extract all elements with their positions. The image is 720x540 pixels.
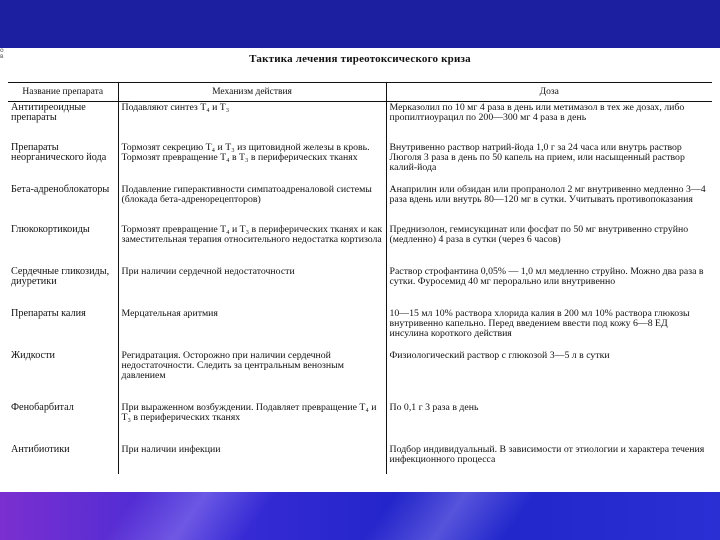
- decorative-streak: [103, 492, 277, 540]
- dose-cell: Анаприлин или обзидан или пропранолол 2 мг внутривенно медленно 3—4 раза вдень или внутрь 80—120 мг в сутки. Учитывать противопоказания: [386, 184, 712, 224]
- dose-cell: Преднизолон, гемисукцинат или фосфат по 50 мг внутривенно струйно (медленно) 4 раза в сутки (через 6 часов): [386, 224, 712, 266]
- dose-cell: Физиологический раствор с глюкозой 3—5 л в сутки: [386, 350, 712, 402]
- table-row: [8, 308, 712, 350]
- drug-name-cell: Жидкости: [11, 349, 55, 361]
- table-row: [8, 266, 712, 308]
- column-header-name: Название препарата: [8, 83, 118, 102]
- mechanism-cell: При наличии сердечной недостаточности: [118, 266, 386, 308]
- column-header-mechanism: Механизм действия: [118, 83, 386, 102]
- table-row: [8, 184, 712, 224]
- mechanism-cell: Тормозят превращение T₄ и T₃ в периферических тканях и как заместительная терапия относительного недостатка кортизола: [118, 224, 386, 266]
- decorative-streak: [363, 492, 537, 540]
- drug-name-cell: Глюкокортикоиды: [11, 223, 90, 235]
- mechanism-cell: Тормозят секрецию T₄ и T₃ из щитовидной железы в кровь. Тормозят превращение T₄ в T₃ в периферических тканях: [118, 142, 386, 184]
- drug-name-cell: Антитиреоидные препараты: [11, 102, 86, 124]
- table-row: [8, 444, 712, 474]
- dose-cell: Подбор индивидуальный. В зависимости от этиологии и характера течения инфекционного процесса: [386, 444, 712, 474]
- drug-name-cell: Препараты неорганического йода: [11, 141, 107, 163]
- column-header-dose: Доза: [386, 83, 712, 102]
- drug-name-cell: Фенобарбитал: [11, 401, 74, 413]
- table-row: [8, 350, 712, 402]
- table-row: [8, 142, 712, 184]
- table-row: [8, 224, 712, 266]
- table-row: [8, 402, 712, 444]
- mechanism-cell: Подавление гиперактивности симпатоадреналовой системы (блокада бета-адренорецепторов): [118, 184, 386, 224]
- drug-name-cell: Бета-адреноблокаторы: [11, 183, 110, 195]
- dose-cell: По 0,1 г 3 раза в день: [386, 402, 712, 444]
- dose-cell: Внутривенно раствор натрий-йода 1,0 г за 24 часа или внутрь раствор Люголя 3 раза в день по 50 капель на прием, или насыщенный раствор калий-йода: [386, 142, 712, 184]
- side-mark: о в: [0, 47, 4, 60]
- table-row: [8, 102, 712, 142]
- drug-name-cell: Антибиотики: [11, 443, 70, 455]
- drug-name-cell: Сердечные гликозиды, диуретики: [11, 265, 110, 287]
- mechanism-cell: Мерцательная аритмия: [118, 308, 386, 350]
- mechanism-cell: При наличии инфекции: [118, 444, 386, 474]
- dose-cell: 10—15 мл 10% раствора хлорида калия в 200 мл 10% раствора глюкозы внутривенно капельно. Перед введением ввести под кожу 6—8 ЕД инсулина короткого действия: [386, 308, 712, 350]
- document-page: [0, 48, 720, 492]
- slide-top-band: [0, 0, 720, 48]
- document-title: Тактика лечения тиреотоксического криза: [249, 53, 471, 65]
- mechanism-cell: При выраженном возбуждении. Подавляет превращение T₄ и T₃ в периферических тканях: [118, 402, 386, 444]
- dose-cell: Раствор строфантина 0,05% — 1,0 мл медленно струйно. Можно два раза в сутки. Фуросемид 40 мг перорально или внутривенно: [386, 266, 712, 308]
- dose-cell: Мерказолил по 10 мг 4 раза в день или метимазол в тех же дозах, либо пропилтиоурацил по 200—300 мг 4 раза в день: [386, 102, 712, 142]
- mechanism-cell: Подавляют синтез T₄ и T₃: [118, 102, 386, 142]
- table-header-row: [8, 83, 712, 102]
- drug-name-cell: Препараты калия: [11, 307, 86, 319]
- treatment-table: [8, 82, 712, 474]
- mechanism-cell: Регидратация. Осторожно при наличии сердечной недостаточности. Следить за центральным венозным давлением: [118, 350, 386, 402]
- slide-bottom-band: [0, 492, 720, 540]
